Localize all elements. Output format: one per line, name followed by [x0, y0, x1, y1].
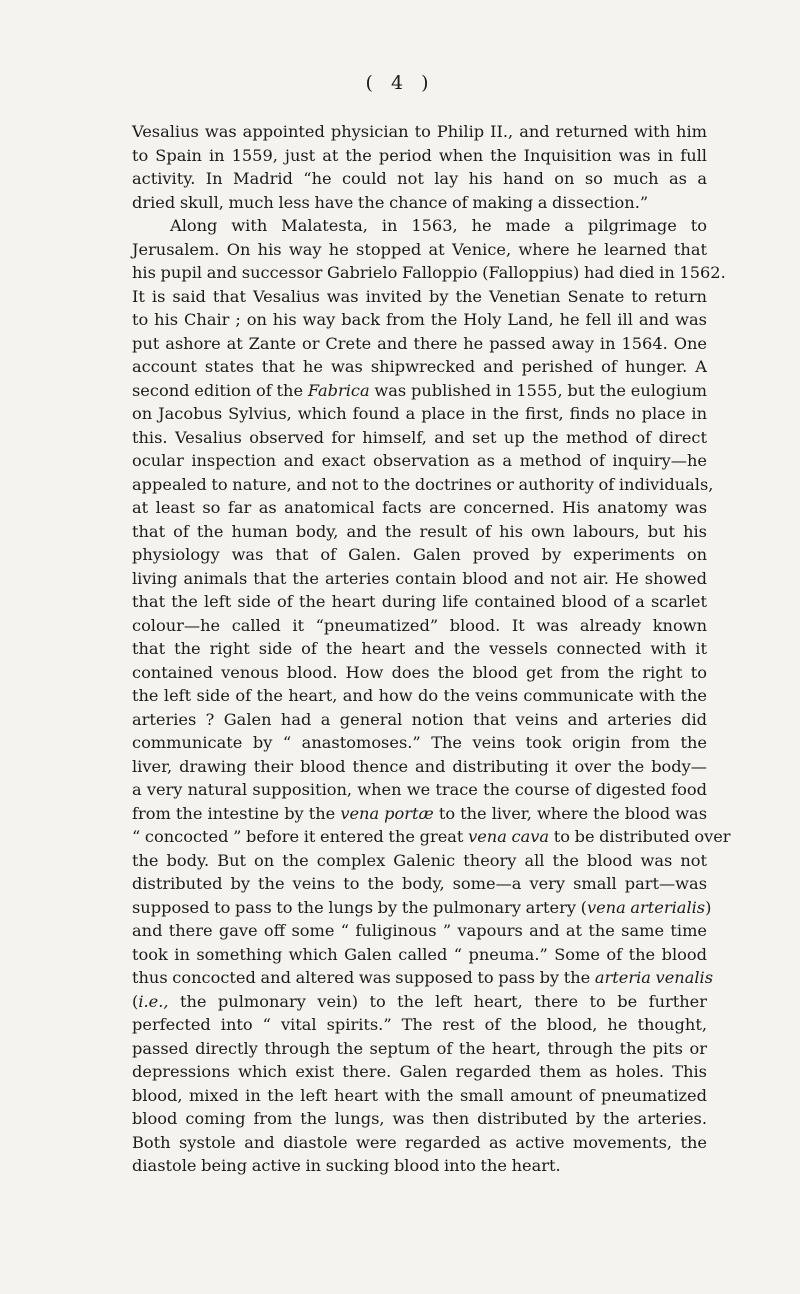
- text-run: at least so far as anatomical facts are concerned. His anatomy was: [132, 498, 707, 517]
- text-run: activity. In Madrid “he could not lay his hand on so much as a: [132, 169, 707, 188]
- text-line: [132, 590, 707, 614]
- text-run: that the left side of the heart during life contained blood of a scarlet: [132, 592, 707, 611]
- italic-term: vena cava: [468, 827, 550, 846]
- text-run: took in something which Galen called “ pneuma.” Some of the blood: [132, 944, 707, 964]
- text-line: [132, 1131, 707, 1155]
- italic-term: arteria venalis: [594, 968, 714, 987]
- text-line: [132, 144, 707, 168]
- text-run: Vesalius was appointed physician to Philip II., and returned with him: [132, 122, 707, 141]
- text-run: account states that he was shipwrecked and perished of hunger. A: [132, 357, 707, 376]
- italic-term: vena arterialis: [586, 897, 706, 917]
- text-line: [132, 1060, 707, 1084]
- text-line: [132, 731, 707, 755]
- text-line: [132, 778, 707, 802]
- text-run: was published in 1555, but the eulogium: [369, 380, 707, 400]
- text-line: [132, 120, 707, 144]
- italic-term: vena portæ: [340, 803, 434, 823]
- text-run: to be distributed over: [549, 827, 731, 846]
- text-line: [132, 167, 707, 191]
- text-line: [132, 402, 707, 426]
- italic-term: i.e.,: [138, 991, 169, 1011]
- text-line: [132, 896, 712, 920]
- text-run: ocular inspection and exact observation as a method of inquiry—he: [132, 451, 707, 470]
- text-run: blood, mixed in the left heart with the small amount of pneumatized: [132, 1085, 707, 1105]
- text-run: Along with Malatesta, in 1563, he made a pilgrimage to: [170, 216, 707, 235]
- text-run: second edition of the: [132, 380, 308, 400]
- text-run: Both systole and diastole were regarded as active movements, the: [132, 1132, 707, 1152]
- text-line: [132, 1107, 707, 1131]
- text-run: (: [132, 991, 139, 1011]
- text-line: [132, 214, 707, 238]
- text-line: [132, 355, 707, 379]
- text-line: [132, 966, 714, 990]
- text-line: [132, 496, 707, 520]
- text-line: [132, 684, 707, 708]
- text-run: dried skull, much less have the chance of making a dissection.”: [132, 192, 649, 212]
- text-run: contained venous blood. How does the blood get from the right to: [132, 662, 707, 682]
- text-run: “ concocted ” before it entered the great: [132, 827, 469, 846]
- text-run: the body. But on the complex Galenic theory all the blood was not: [132, 850, 707, 870]
- text-line: [132, 285, 707, 309]
- text-line: [132, 449, 707, 473]
- text-run: colour—he called it “pneumatized” blood. It was already known: [132, 615, 707, 635]
- text-line: [132, 426, 707, 450]
- text-line: [132, 614, 707, 638]
- text-run: appealed to nature, and not to the doctrines or authority of individuals,: [132, 474, 714, 494]
- text-run: and there gave off some “ fuliginous ” vapours and at the same time: [132, 921, 707, 940]
- text-line: [132, 567, 707, 591]
- text-run: arteries ? Galen had a general notion that veins and arteries did: [132, 709, 707, 729]
- text-run: to his Chair ; on his way back from the Holy Land, he fell ill and was: [132, 310, 707, 329]
- text-run: physiology was that of Galen. Galen proved by experiments on: [132, 545, 707, 564]
- text-line: [132, 825, 731, 849]
- text-run: the left side of the heart, and how do the veins communicate with the: [132, 686, 707, 705]
- text-run: distributed by the veins to the body, some—a very small part—was: [132, 874, 707, 893]
- text-line: [132, 1037, 707, 1061]
- text-run: to Spain in 1559, just at the period when the Inquisition was in full: [132, 145, 707, 165]
- text-line: [132, 1013, 707, 1037]
- text-line: [132, 1154, 707, 1178]
- text-run: depressions which exist there. Galen regarded them as holes. This: [132, 1062, 707, 1081]
- text-line: [132, 261, 726, 285]
- text-line: [132, 379, 707, 403]
- italic-term: Fabrica: [307, 380, 370, 400]
- text-line: [132, 308, 707, 332]
- text-run: his pupil and successor Gabrielo Falloppio (Falloppius) had died in 1562.: [132, 263, 726, 282]
- text-run: supposed to pass to the lungs by the pulmonary artery (: [132, 897, 587, 917]
- text-run: liver, drawing their blood thence and distributing it over the body—: [132, 756, 707, 776]
- text-run: put ashore at Zante or Crete and there he passed away in 1564. One: [132, 333, 707, 353]
- text-line: [132, 473, 714, 497]
- text-run: Jerusalem. On his way he stopped at Venice, where he learned that: [132, 239, 707, 259]
- text-line: [132, 755, 707, 779]
- text-line: [132, 990, 707, 1014]
- text-line: [132, 238, 707, 262]
- text-run: diastole being active in sucking blood into the heart.: [132, 1156, 561, 1175]
- text-run: communicate by “ anastomoses.” The veins took origin from the: [132, 733, 707, 752]
- text-line: [132, 637, 707, 661]
- text-line: [132, 919, 707, 943]
- text-line: [132, 849, 707, 873]
- text-run: a very natural supposition, when we trace the course of digested food: [132, 780, 707, 799]
- text-line: [132, 1084, 707, 1108]
- text-line: [132, 520, 707, 544]
- text-run: blood coming from the lungs, was then distributed by the arteries.: [132, 1109, 707, 1128]
- text-run: thus concocted and altered was supposed to pass by the: [132, 968, 595, 987]
- text-run: from the intestine by the: [132, 803, 341, 823]
- text-run: It is said that Vesalius was invited by the Venetian Senate to return: [132, 286, 707, 306]
- text-run: that of the human body, and the result of his own labours, but his: [132, 521, 707, 541]
- body-text: [132, 120, 731, 1178]
- text-run: living animals that the arteries contain blood and not air. He showed: [132, 568, 707, 588]
- text-run: to the liver, where the blood was: [433, 803, 708, 823]
- page-number: ( 4 ): [365, 72, 435, 94]
- text-line: [132, 543, 707, 567]
- text-run: this. Vesalius observed for himself, and set up the method of direct: [132, 427, 707, 447]
- text-run: ): [705, 897, 712, 917]
- text-line: [132, 802, 707, 826]
- text-line: [132, 191, 707, 215]
- text-run: on Jacobus Sylvius, which found a place in the first, finds no place in: [132, 404, 707, 423]
- text-run: passed directly through the septum of the heart, through the pits or: [132, 1038, 707, 1058]
- text-run: that the right side of the heart and the vessels connected with it: [132, 639, 707, 658]
- text-run: the pulmonary vein) to the left heart, there to be further: [168, 991, 707, 1011]
- text-run: perfected into “ vital spirits.” The rest of the blood, he thought,: [132, 1015, 707, 1034]
- text-line: [132, 872, 707, 896]
- text-line: [132, 661, 707, 685]
- text-line: [132, 708, 707, 732]
- text-line: [132, 332, 707, 356]
- text-line: [132, 943, 707, 967]
